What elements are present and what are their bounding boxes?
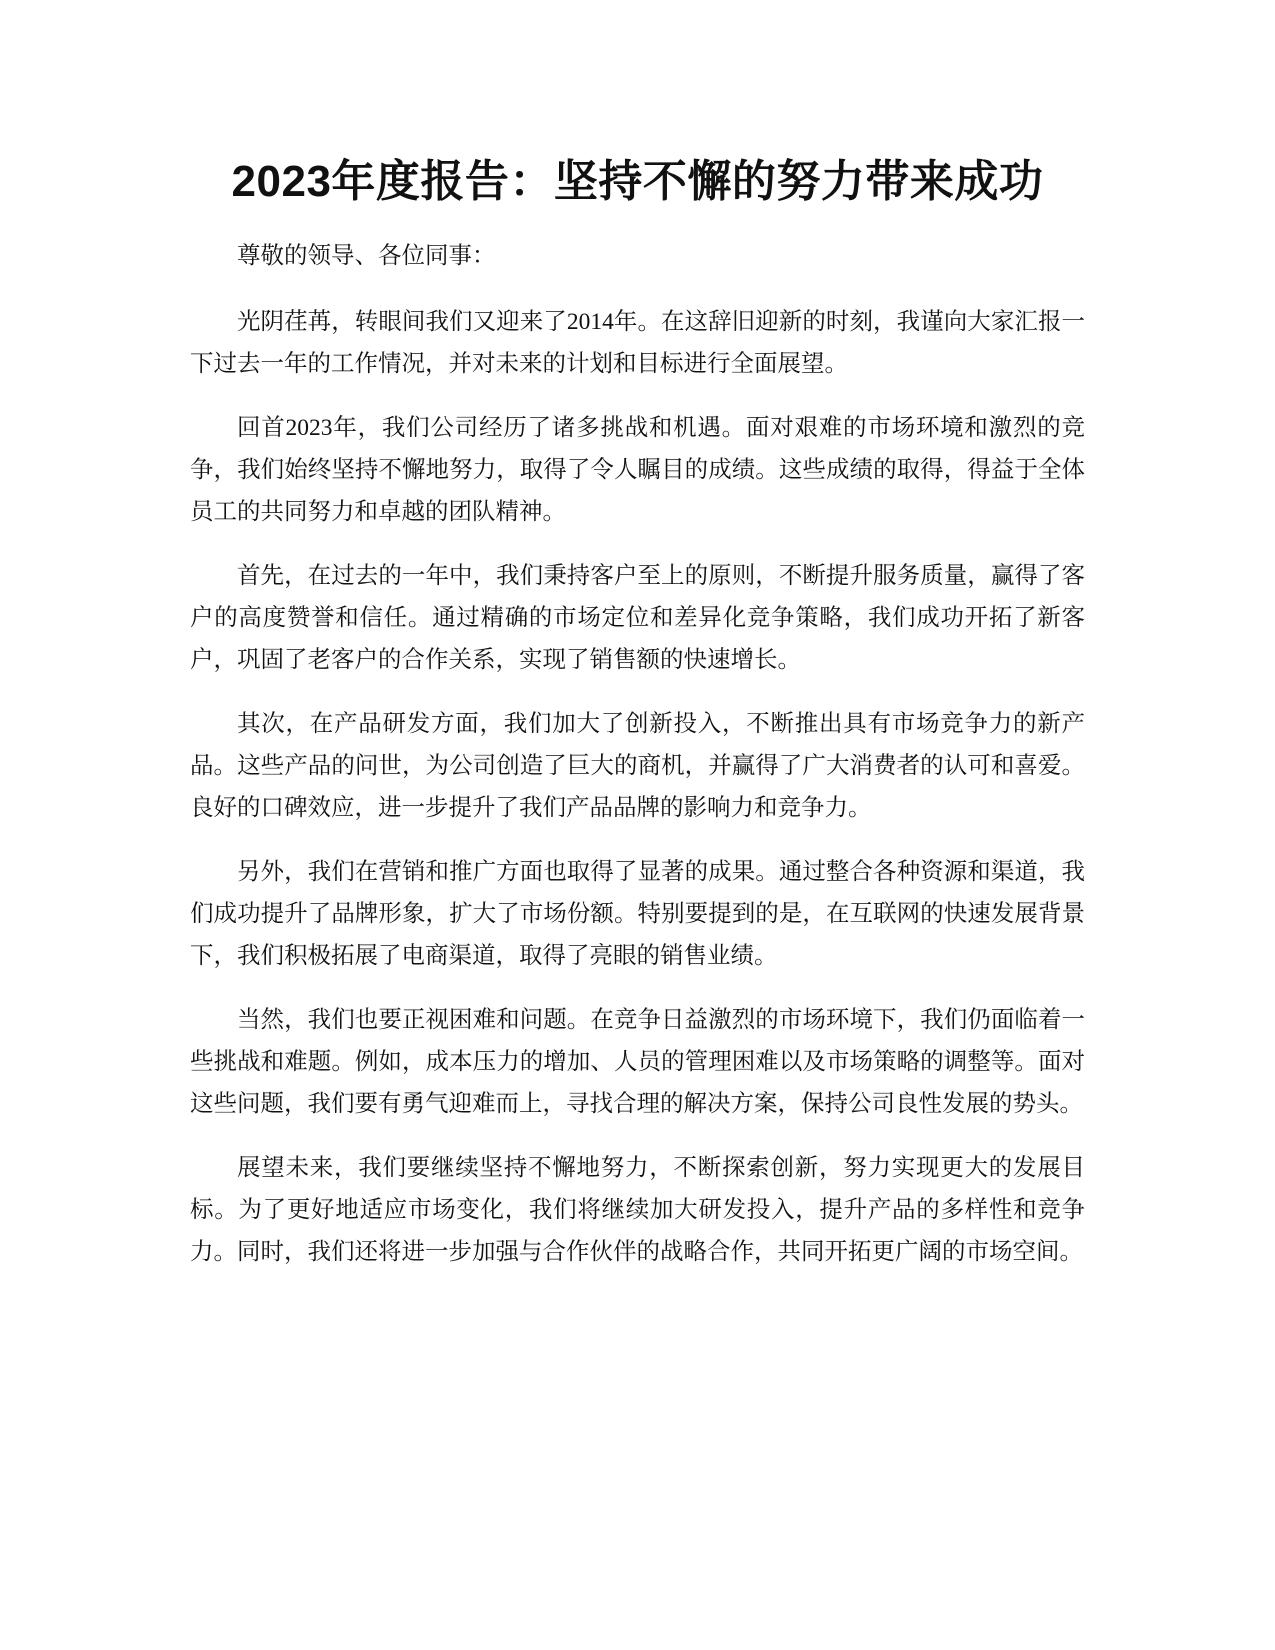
paragraph-outlook: 展望未来，我们要继续坚持不懈地努力，不断探索创新，努力实现更大的发展目标。为了更好地适应市场变化，我们将继续加大研发投入，提升产品的多样性和竞争力。同时，我们还将进一步加强与合作伙伴的战略合作，共同开拓更广阔的市场空间。	[190, 1155, 1085, 1265]
document-body	[190, 235, 1085, 1295]
document-title: 2023年度报告：坚持不懈的努力带来成功	[231, 157, 1044, 206]
paragraph-marketing: 另外，我们在营销和推广方面也取得了显著的成果。通过整合各种资源和渠道，我们成功提升了品牌形象，扩大了市场份额。特别要提到的是，在互联网的快速发展背景下，我们积极拓展了电商渠道，取得了亮眼的销售业绩。	[190, 859, 1085, 969]
paragraph-intro: 光阴荏苒，转眼间我们又迎来了2014年。在这辞旧迎新的时刻，我谨向大家汇报一下过去一年的工作情况，并对未来的计划和目标进行全面展望。	[190, 309, 1085, 377]
paragraph-products: 其次，在产品研发方面，我们加大了创新投入，不断推出具有市场竞争力的新产品。这些产品的问世，为公司创造了巨大的商机，并赢得了广大消费者的认可和喜爱。良好的口碑效应，进一步提升了我们产品品牌的影响力和竞争力。	[190, 711, 1085, 821]
paragraph-customers: 首先，在过去的一年中，我们秉持客户至上的原则，不断提升服务质量，赢得了客户的高度赞誉和信任。通过精确的市场定位和差异化竞争策略，我们成功开拓了新客户，巩固了老客户的合作关系，实现了销售额的快速增长。	[190, 563, 1085, 673]
paragraph-challenges: 当然，我们也要正视困难和问题。在竞争日益激烈的市场环境下，我们仍面临着一些挑战和难题。例如，成本压力的增加、人员的管理困难以及市场策略的调整等。面对这些问题，我们要有勇气迎难而上，寻找合理的解决方案，保持公司良性发展的势头。	[190, 1007, 1085, 1117]
paragraph-review: 回首2023年，我们公司经历了诸多挑战和机遇。面对艰难的市场环境和激烈的竞争，我们始终坚持不懈地努力，取得了令人瞩目的成绩。这些成绩的取得，得益于全体员工的共同努力和卓越的团队精神。	[190, 415, 1085, 525]
salutation: 尊敬的领导、各位同事：	[237, 243, 496, 269]
